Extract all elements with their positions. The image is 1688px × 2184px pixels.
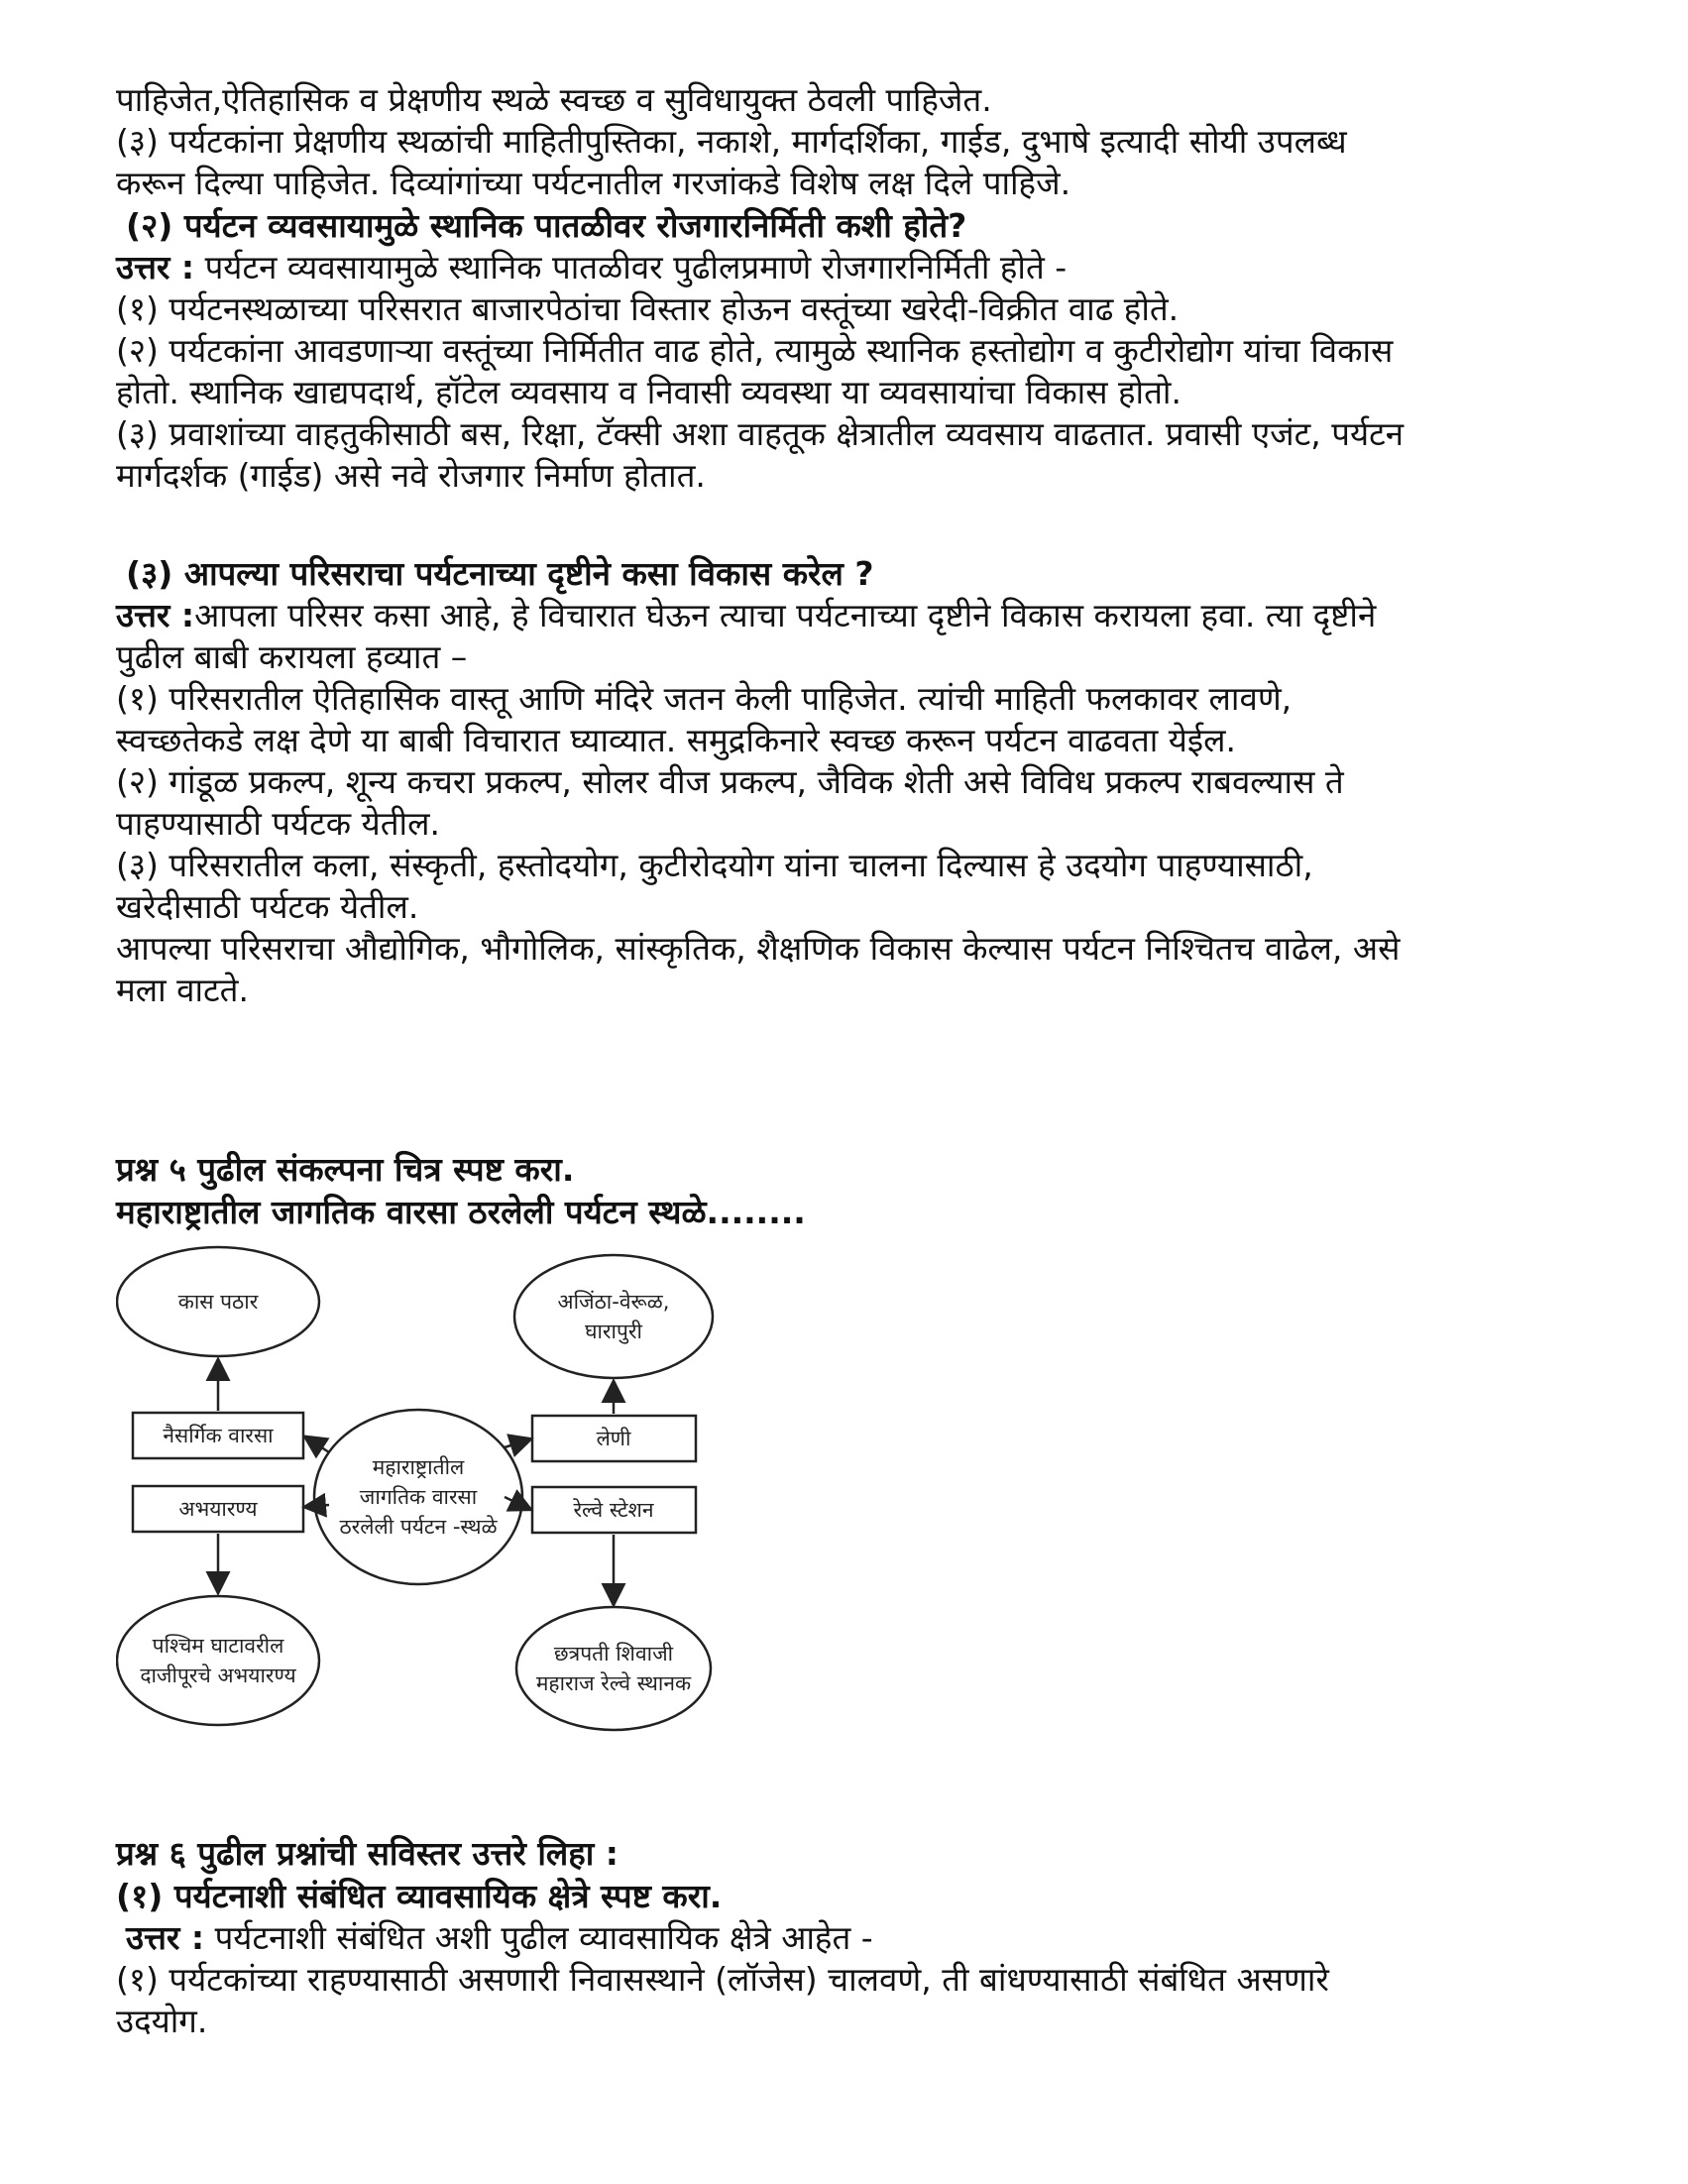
oval-dajipur-label: पश्चिम घाटावरील दाजीपूरचे अभयारण्य <box>140 1634 296 1687</box>
text-line: होतो. स्थानिक खाद्यपदार्थ, हॉटेल व्यवसाय व निवासी व्यवस्था या व्यवसायांचा विकास होतो. <box>116 373 1182 411</box>
box-railway-label: रेल्वे स्टेशन <box>573 1498 654 1522</box>
question-2-section <box>116 204 1583 497</box>
oval-cst-label: छत्रपती शिवाजी महाराज रेल्वे स्थानक <box>535 1642 692 1695</box>
question-6-heading: प्रश्न ६ पुढील प्रश्नांची सविस्तर उत्तरे लिहा : <box>116 1834 619 1873</box>
text-line: (३) पर्यटकांना प्रेक्षणीय स्थळांची माहितीपुस्तिका, नकाशे, मार्गदर्शिका, गाईड, दुभाषे इत्यादी सोयी उपलब्ध <box>116 122 1347 161</box>
text-line: (१) परिसरातील ऐतिहासिक वास्तू आणि मंदिरे जतन केली पाहिजेत. त्यांची माहिती फलकावर लावणे, <box>116 679 1293 718</box>
question-6-subheading: (१) पर्यटनाशी संबंधित व्यावसायिक क्षेत्रे स्पष्ट करा. <box>116 1877 723 1915</box>
text-line: पुढील बाबी करायला हव्यात – <box>116 637 468 676</box>
answer-lead-line <box>116 247 1583 288</box>
concept-diagram <box>116 1244 721 1735</box>
question-3-heading: (३) आपल्या परिसराचा पर्यटनाच्या दृष्टीने कसा विकास करेल ? <box>126 554 874 593</box>
box-natural-label: नैसर्गिक वारसा <box>163 1424 274 1447</box>
text-line: (१) पर्यटनस्थळाच्या परिसरात बाजारपेठांचा विस्तार होऊन वस्तूंच्या खरेदी-विक्रीत वाढ होते. <box>116 289 1180 328</box>
text-line: (१) पर्यटकांच्या राहण्यासाठी असणारी निवासस्थाने (लॉजेस) चालवणे, ती बांधण्यासाठी संबंधित असणारे <box>116 1960 1329 1999</box>
text-line: स्वच्छतेकडे लक्ष देणे या बाबी विचारात घ्याव्यात. समुद्रकिनारे स्वच्छ करून पर्यटन वाढवता येईल. <box>116 721 1236 759</box>
box-sanctuary-label: अभयारण्य <box>178 1497 258 1521</box>
answer-label: उत्तर : <box>116 596 195 634</box>
center-oval-label: महाराष्ट्रातील जागतिक वारसा ठरलेली पर्यटन -स्थळे <box>339 1455 498 1539</box>
answer-lead: आपला परिसर कसा आहे, हे विचारात घेऊन त्याचा पर्यटनाच्या दृष्टीने विकास करायला हवा. त्या दृष्टीने <box>194 596 1377 634</box>
text-line: पाहण्यासाठी पर्यटक येतील. <box>116 804 440 843</box>
box-caves-label: लेणी <box>596 1427 631 1450</box>
answer-lead: पर्यटनाशी संबंधित अशी पुढील व्यावसायिक क्षेत्रे आहेत - <box>204 1918 873 1957</box>
question-6-section <box>116 1832 1583 2042</box>
question-5-heading: प्रश्न ५ पुढील संकल्पना चित्र स्पष्ट करा. <box>116 1150 575 1189</box>
question-5-subtitle: महाराष्ट्रातील जागतिक वारसा ठरलेली पर्यटन स्थळे........ <box>116 1193 806 1231</box>
text-line: (३) परिसरातील कला, संस्कृती, हस्तोदयोग, कुटीरोदयोग यांना चालना दिल्यास हे उदयोग पाहण्यासाठी, <box>116 846 1313 884</box>
text-line: खरेदीसाठी पर्यटक येतील. <box>116 887 419 926</box>
text-line: (२) गांडूळ प्रकल्प, शून्य कचरा प्रकल्प, सोलर वीज प्रकल्प, जैविक शेती असे विविध प्रकल्प राबवल्यास ते <box>116 762 1344 801</box>
text-line: (२) पर्यटकांना आवडणाऱ्या वस्तूंच्या निर्मितीत वाढ होते, त्यामुळे स्थानिक हस्तोद्योग व कुटीरोद्योग यांचा विकास <box>116 331 1394 370</box>
text-line: (३) प्रवाशांच्या वाहतुकीसाठी बस, रिक्षा, टॅक्सी अशा वाहतूक क्षेत्रातील व्यवसाय वाढतात. प्रवासी एजंट, पर्यटन <box>116 414 1405 453</box>
intro-section <box>116 79 1583 204</box>
question-3-section <box>116 552 1583 1011</box>
answer-label: उत्तर : <box>116 248 195 287</box>
text-line: पाहिजेत,ऐतिहासिक व प्रेक्षणीय स्थळे स्वच्छ व सुविधायुक्त ठेवली पाहिजेत. <box>116 80 992 119</box>
text-line: करून दिल्या पाहिजेत. दिव्यांगांच्या पर्यटनातील गरजांकडे विशेष लक्ष दिले पाहिजे. <box>116 164 1071 202</box>
oval-kaas-label: कास पठार <box>177 1290 259 1314</box>
answer-lead-line <box>116 595 1583 636</box>
question-5-section <box>116 1148 1583 1233</box>
answer-lead-line <box>116 1917 1583 1959</box>
question-2-heading: (२) पर्यटन व्यवसायामुळे स्थानिक पातळीवर रोजगारनिर्मिती कशी होते? <box>126 206 967 245</box>
answer-lead: पर्यटन व्यवसायामुळे स्थानिक पातळीवर पुढीलप्रमाणे रोजगारनिर्मिती होते - <box>194 248 1068 287</box>
answer-label: उत्तर : <box>126 1918 205 1957</box>
text-line: उदयोग. <box>116 2002 208 2040</box>
text-line: आपल्या परिसराचा औद्योगिक, भौगोलिक, सांस्कृतिक, शैक्षणिक विकास केल्यास पर्यटन निश्चितच वाढेल, असे <box>116 929 1401 968</box>
text-line: मार्गदर्शक (गाईड) असे नवे रोजगार निर्माण होतात. <box>116 456 706 495</box>
text-line: मला वाटते. <box>116 971 249 1009</box>
oval-ajanta-label: अजिंठा-वेरूळ, घारापुरी <box>557 1290 670 1343</box>
